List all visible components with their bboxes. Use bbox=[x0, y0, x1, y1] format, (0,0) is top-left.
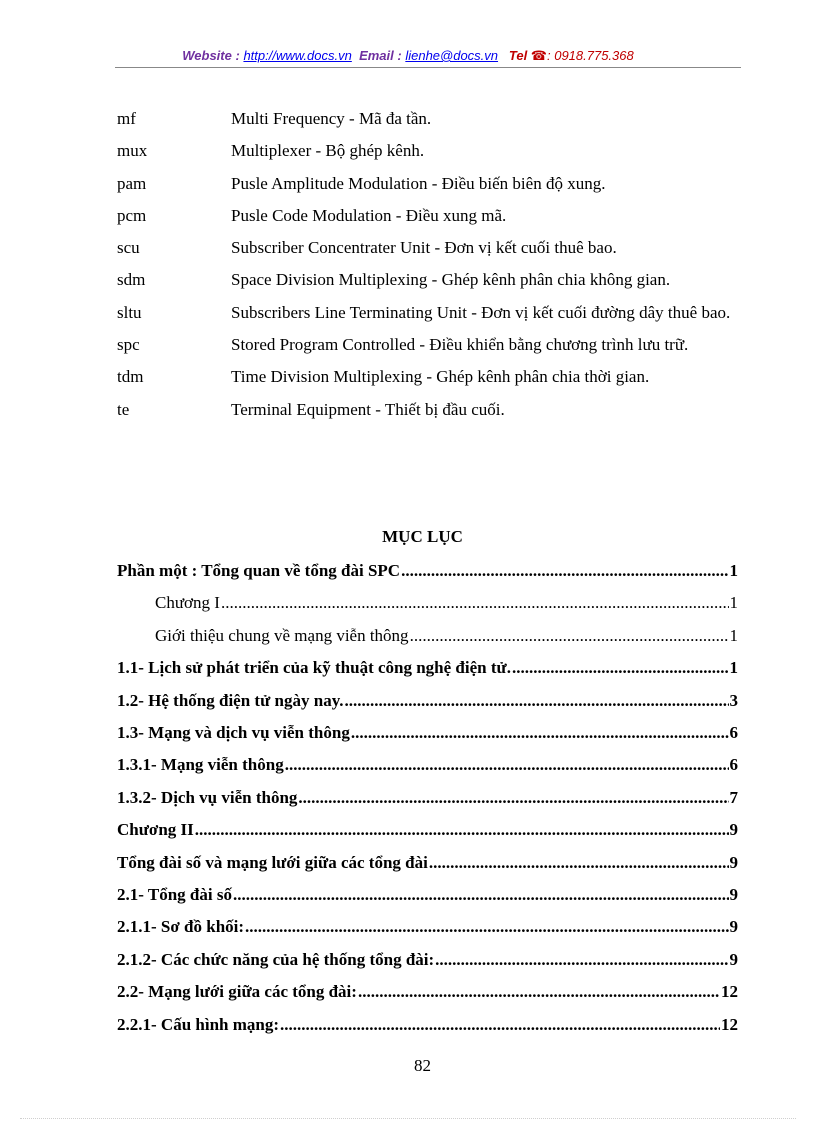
toc-entry[interactable] bbox=[117, 587, 738, 619]
website-link[interactable]: http://www.docs.vn bbox=[243, 48, 352, 63]
abbreviation-row bbox=[117, 103, 737, 135]
toc-entry-page: 9 bbox=[729, 820, 738, 840]
abbreviation-term: mux bbox=[117, 141, 148, 161]
toc-entry-page: 6 bbox=[729, 723, 738, 743]
abbreviation-definition: Stored Program Controlled - Điều khiển bằng chương trình lưu trữ. bbox=[231, 335, 689, 355]
toc-dot-leader bbox=[285, 749, 729, 781]
toc-entry-page: 1 bbox=[729, 625, 738, 645]
abbreviation-definition: Pusle Code Modulation - Điều xung mã. bbox=[231, 205, 507, 225]
toc-entry-title: 1.3- Mạng và dịch vụ viễn thông bbox=[117, 723, 350, 743]
toc-dot-leader bbox=[401, 555, 728, 587]
toc-entry[interactable] bbox=[117, 976, 738, 1008]
abbreviation-term: sltu bbox=[117, 302, 142, 322]
toc-dot-leader bbox=[233, 879, 729, 911]
toc-dot-leader bbox=[358, 976, 720, 1008]
toc-entry-title: 2.1.2- Các chức năng của hệ thống tổng đài: bbox=[117, 949, 435, 969]
abbreviation-definition: Space Division Multiplexing - Ghép kênh phân chia không gian. bbox=[231, 270, 671, 290]
email-separator: : bbox=[393, 48, 402, 63]
toc-entry-page: 9 bbox=[729, 917, 738, 937]
toc-entry[interactable] bbox=[117, 652, 738, 684]
toc-dot-leader bbox=[245, 911, 728, 943]
abbreviation-row bbox=[117, 232, 737, 264]
toc-entry[interactable] bbox=[117, 685, 738, 717]
footer-divider bbox=[20, 1118, 796, 1119]
toc-entry[interactable] bbox=[117, 847, 738, 879]
phone-number: : 0918.775.368 bbox=[546, 48, 634, 63]
toc-entry-page: 9 bbox=[729, 852, 738, 872]
abbreviation-list bbox=[117, 103, 737, 426]
abbreviation-row bbox=[117, 135, 737, 167]
toc-dot-leader bbox=[345, 685, 729, 717]
toc-entry-title: 1.2- Hệ thống điện tử ngày nay. bbox=[117, 690, 344, 710]
abbreviation-term: sdm bbox=[117, 270, 146, 290]
toc-entry-page: 12 bbox=[721, 982, 738, 1002]
toc-dot-leader bbox=[221, 587, 729, 619]
toc-entry-page: 9 bbox=[729, 885, 738, 905]
toc-dot-leader bbox=[410, 620, 729, 652]
toc-entry-title: Giới thiệu chung về mạng viễn thông bbox=[155, 625, 409, 645]
toc-entry-page: 6 bbox=[729, 755, 738, 775]
abbreviation-definition: Subscribers Line Terminating Unit - Đơn vị kết cuối đường dây thuê bao. bbox=[231, 302, 731, 322]
abbreviation-definition: Multi Frequency - Mã đa tần. bbox=[231, 109, 432, 128]
abbreviation-term: tdm bbox=[117, 367, 144, 387]
website-label: Website : bbox=[182, 48, 240, 63]
toc-entry-title: 2.1- Tổng đài số bbox=[117, 885, 232, 905]
abbreviation-term: scu bbox=[117, 238, 140, 258]
toc-entry[interactable] bbox=[117, 944, 738, 976]
toc-entry-page: 9 bbox=[729, 949, 738, 969]
toc-entry-page: 1 bbox=[729, 593, 738, 613]
abbreviation-row bbox=[117, 329, 737, 361]
phone-label: Tel ☎ bbox=[508, 48, 547, 63]
header-divider bbox=[115, 67, 741, 68]
toc-entry[interactable] bbox=[117, 1009, 738, 1041]
toc-entry-title: 2.2.1- Cấu hình mạng: bbox=[117, 1014, 280, 1034]
abbreviation-term: pcm bbox=[117, 205, 147, 225]
toc-entry-page: 3 bbox=[729, 690, 738, 710]
abbreviation-definition: Terminal Equipment - Thiết bị đầu cuối. bbox=[231, 399, 505, 419]
abbreviation-definition: Multiplexer - Bộ ghép kênh. bbox=[231, 141, 425, 161]
toc-entry[interactable] bbox=[117, 879, 738, 911]
toc-dot-leader bbox=[280, 1009, 720, 1041]
toc-entry-title: 1.3.2- Dịch vụ viễn thông bbox=[117, 787, 298, 807]
toc-dot-leader bbox=[429, 847, 729, 879]
email-label: Email bbox=[359, 48, 394, 63]
toc-entry-title: Phần một : Tổng quan về tổng đài SPC bbox=[117, 561, 401, 580]
toc-entry[interactable] bbox=[117, 620, 738, 652]
abbreviation-term: pam bbox=[117, 173, 147, 193]
toc-entry-page: 7 bbox=[729, 787, 738, 807]
toc-entry-page: 1 bbox=[729, 658, 738, 678]
page-number: 82 bbox=[414, 1056, 431, 1075]
table-of-contents bbox=[117, 555, 738, 1041]
email-link[interactable]: lienhe@docs.vn bbox=[405, 48, 499, 63]
toc-entry[interactable] bbox=[117, 911, 738, 943]
abbreviation-row bbox=[117, 361, 737, 393]
toc-entry-title: 2.1.1- Sơ đồ khối: bbox=[117, 917, 245, 937]
abbreviation-definition: Subscriber Concentrater Unit - Đơn vị kết cuối thuê bao. bbox=[231, 238, 617, 258]
abbreviation-row bbox=[117, 168, 737, 200]
toc-entry[interactable] bbox=[117, 749, 738, 781]
toc-entry[interactable] bbox=[117, 555, 738, 587]
abbreviation-term: mf bbox=[117, 109, 136, 128]
toc-entry-title: Chương I bbox=[155, 593, 220, 613]
toc-entry-page: 12 bbox=[721, 1014, 738, 1034]
abbreviation-row bbox=[117, 264, 737, 296]
toc-entry[interactable] bbox=[117, 782, 738, 814]
abbreviation-definition: Pusle Amplitude Modulation - Điều biến biên độ xung. bbox=[231, 173, 606, 193]
abbreviation-term: te bbox=[117, 399, 130, 419]
toc-dot-leader bbox=[351, 717, 729, 749]
toc-entry-title: 1.3.1- Mạng viễn thông bbox=[117, 755, 284, 775]
toc-entry-title: 2.2- Mạng lưới giữa các tổng đài: bbox=[117, 982, 357, 1002]
toc-entry-title: Tổng đài số và mạng lưới giữa các tổng đài bbox=[117, 852, 428, 872]
toc-dot-leader bbox=[435, 944, 728, 976]
abbreviation-term: spc bbox=[117, 335, 140, 355]
toc-entry[interactable] bbox=[117, 814, 738, 846]
toc-title: MỤC LỤC bbox=[382, 527, 463, 546]
abbreviation-row bbox=[117, 200, 737, 232]
toc-entry[interactable] bbox=[117, 717, 738, 749]
toc-dot-leader bbox=[195, 814, 729, 846]
toc-entry-title: Chương II bbox=[117, 820, 194, 840]
abbreviation-definition: Time Division Multiplexing - Ghép kênh phân chia thời gian. bbox=[231, 367, 650, 387]
abbreviation-row bbox=[117, 297, 737, 329]
toc-entry-title: 1.1- Lịch sử phát triển của kỹ thuật công nghệ điện tử. bbox=[117, 658, 511, 678]
toc-entry-page: 1 bbox=[729, 561, 738, 580]
toc-dot-leader bbox=[298, 782, 728, 814]
abbreviation-row bbox=[117, 394, 737, 426]
toc-dot-leader bbox=[512, 652, 729, 684]
page-header bbox=[0, 47, 816, 65]
